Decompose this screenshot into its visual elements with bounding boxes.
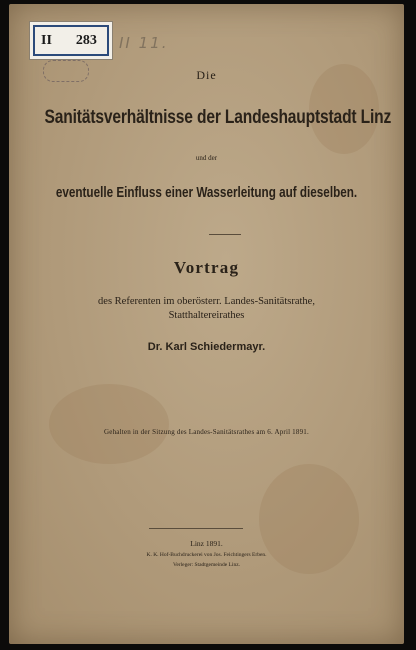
shelf-label-frame	[33, 25, 109, 56]
shelf-label-number: 283	[75, 32, 97, 48]
title-article: Die	[196, 68, 217, 82]
main-title: Sanitätsverhältnisse der Landeshauptstadt Linz	[44, 107, 392, 128]
author-name: Dr. Karl Schiedermayr.	[147, 341, 266, 353]
pencil-annotation: II 11.	[119, 34, 169, 52]
publisher-line: Verleger: Stadtgemeinde Linz.	[172, 562, 241, 568]
shelf-label	[29, 21, 113, 60]
title-conjunction: und der	[195, 154, 218, 162]
referent-line-1: des Referenten im oberösterr. Landes-Sanitätsrathe,	[98, 296, 315, 307]
imprint-rule	[149, 528, 243, 529]
printer-line: K. K. Hof-Buchdruckerei von Jos. Feichtingers Erben.	[146, 552, 267, 558]
document-page	[9, 4, 404, 644]
referent-line-2: Statthaltereirathes	[168, 310, 245, 321]
paper-stain	[49, 384, 169, 464]
lecture-heading: Vortrag	[173, 258, 240, 277]
session-note: Gehalten in der Sitzung des Landes-Sanitätsrathes am 6. April 1891.	[104, 428, 309, 436]
subtitle: eventuelle Einfluss einer Wasserleitung auf dieselben.	[55, 184, 358, 201]
divider-rule	[209, 234, 241, 235]
shelf-label-letter: II	[41, 32, 52, 48]
place-year: Linz 1891.	[190, 539, 223, 548]
